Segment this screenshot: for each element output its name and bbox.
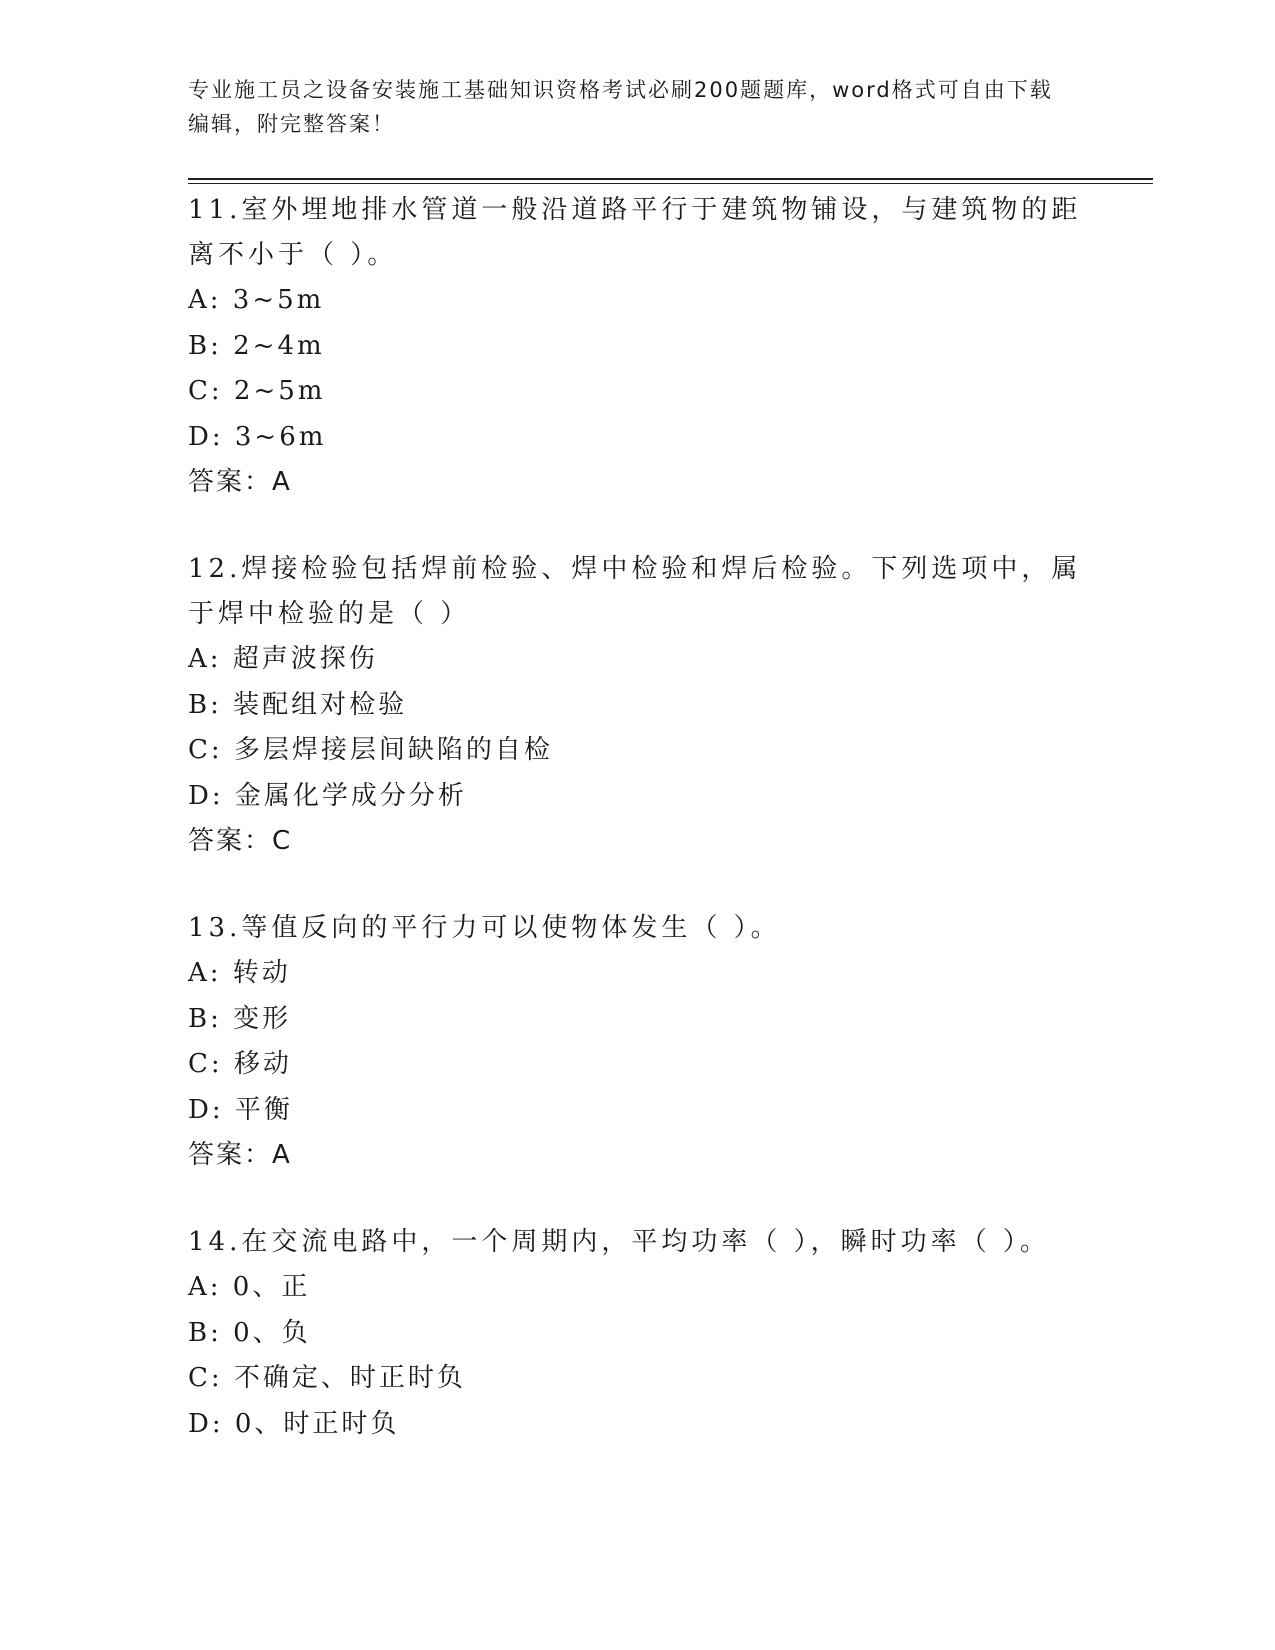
option-c: C: 2~5m [188,376,326,406]
header-divider-thin [188,183,1153,184]
header-divider-thick [188,178,1153,180]
option-a: A: 转动 [188,958,291,988]
option-b: B: 变形 [188,1003,292,1034]
option-b: B: 0、负 [188,1317,311,1348]
option-b: B: 装配组对检验 [188,689,408,720]
option-d: D: 0、时正时负 [188,1408,400,1439]
question-stem: 14.在交流电路中，一个周期内，平均功率（ ），瞬时功率（ ）。 [188,1227,1050,1257]
question-12 [188,547,1088,864]
question-13 [188,906,1088,1178]
option-a: A: 3~5m [188,285,325,315]
option-c: C: 多层焊接层间缺陷的自检 [188,735,553,765]
answer: 答案：A [188,1140,292,1170]
answer: 答案：A [188,467,292,497]
option-a: A: 0、正 [188,1272,311,1302]
option-d: D: 平衡 [188,1094,293,1125]
document-header: 专业施工员之设备安装施工基础知识资格考试必刷200题题库，word格式可自由下载编辑，附完整答案！ [188,78,1053,136]
question-stem: 12.焊接检验包括焊前检验、焊中检验和焊后检验。下列选项中，属于焊中检验的是（ ） [188,554,1082,629]
option-c: C: 移动 [188,1049,292,1079]
option-d: D: 3~6m [188,421,327,452]
option-c: C: 不确定、时正时负 [188,1363,466,1393]
option-a: A: 超声波探伤 [188,644,378,674]
question-stem: 11.室外埋地排水管道一般沿道路平行于建筑物铺设，与建筑物的距离不小于（ ）。 [188,195,1082,270]
question-list [188,188,1088,1489]
question-11 [188,188,1088,505]
question-stem: 13.等值反向的平行力可以使物体发生（ ）。 [188,913,781,943]
question-14 [188,1220,1088,1447]
option-b: B: 2~4m [188,330,325,361]
answer: 答案：C [188,826,293,856]
option-d: D: 金属化学成分分析 [188,780,467,811]
